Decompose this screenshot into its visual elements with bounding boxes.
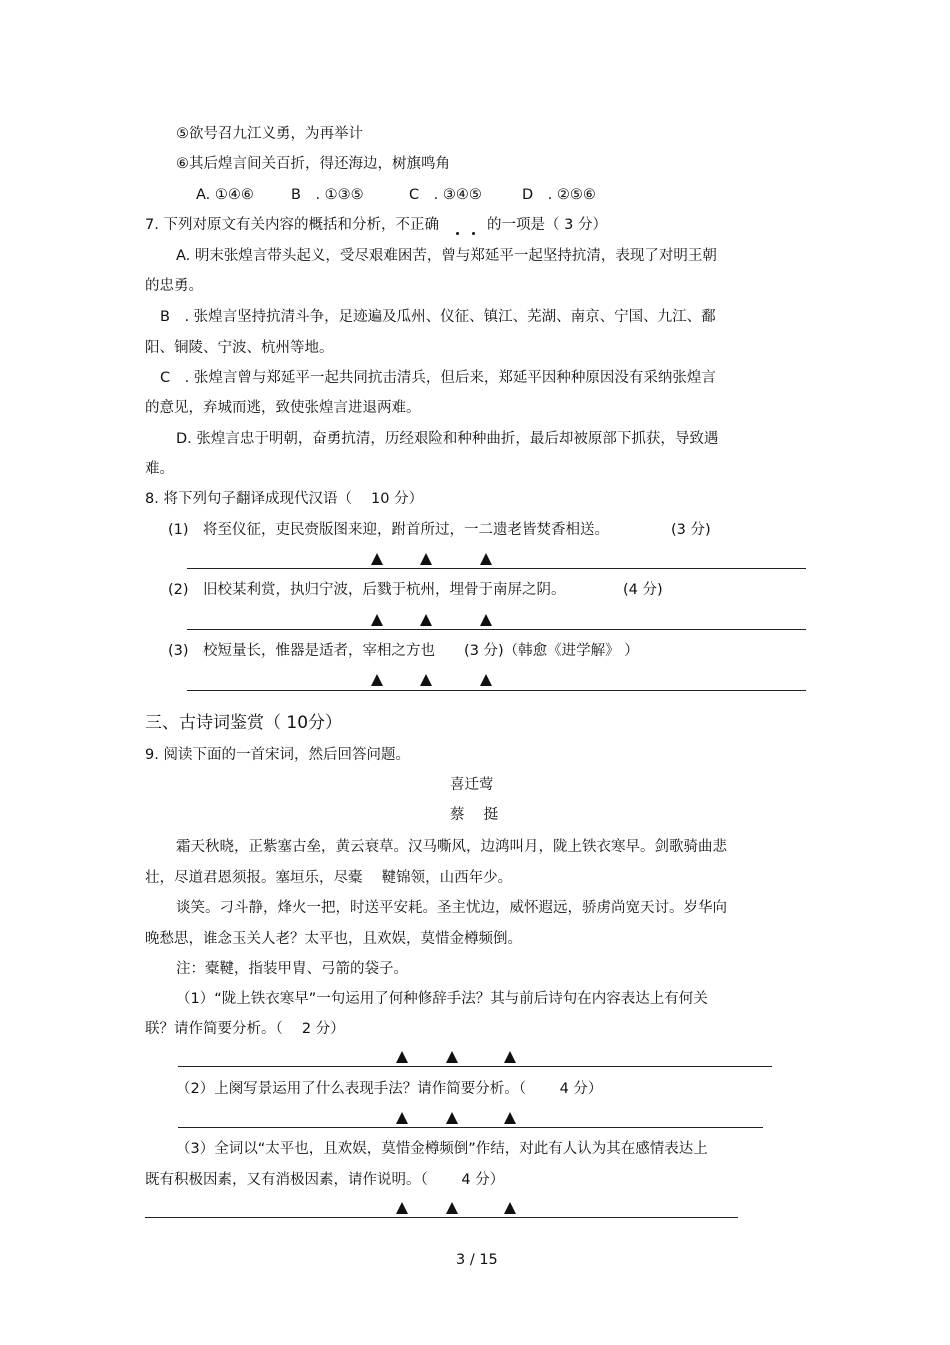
answer-marker-icon [504, 1051, 516, 1063]
q7-option-d-line1: D. 张煌言忠于明朝，奋勇抗清，历经艰险和种种曲折，最后却被原部下抓获，导致遇 [176, 431, 719, 447]
q6-choice-b: B . ①③⑤ [291, 187, 364, 203]
q7-question-end: 的一项是（ 3 分） [487, 217, 607, 233]
q8-sentence-3: (3) 校短量长，惟器是适者，宰相之方也 (3 分)（韩愈《进学解》 ） [168, 643, 639, 659]
emphasis-dot [472, 232, 475, 235]
poem-line-1: 霜天秋晓，正紫塞古垒，黄云衰草。汉马嘶风，边鸿叫月，陇上铁衣寒早。剑歌骑曲悲 [176, 839, 727, 855]
poem-title: 喜迁莺 [450, 777, 494, 793]
answer-marker-icon [371, 553, 383, 565]
answer-marker-icon [371, 674, 383, 686]
poem-line-4: 晚愁思，谁念玉关人老？太平也，且欢娱，莫惜金樽频倒。 [145, 931, 522, 947]
answer-marker-icon [504, 1112, 516, 1124]
q7-option-a-line1: A. 明末张煌言带头起义，受尽艰难困苦，曾与郑延平一起坚持抗清，表现了对明王朝 [176, 248, 717, 264]
q8-sentence-1: (1) 将至仪征，吏民赍版图来迎，跗首所过，一二遗老皆焚香相送。 [168, 522, 610, 538]
answer-marker-icon [480, 614, 492, 626]
poem-line-2: 壮，尽道君恩须报。塞垣乐，尽橐 鞬锦领，山西年少。 [145, 870, 513, 886]
q9-sub2: （2）上阕写景运用了什么表现手法？请作简要分析。（ 4 分） [176, 1081, 603, 1097]
q7-option-d-line2: 难。 [145, 461, 174, 477]
answer-marker-icon [446, 1202, 458, 1214]
poem-line-3: 谈笑。刁斗静，烽火一把，时送平安耗。圣主忧边，威怀遐远，骄虏尚宽天讨。岁华向 [176, 900, 727, 916]
q9-sub3-line2: 既有积极因素，又有消极因素，请作说明。（ 4 分） [145, 1172, 505, 1188]
answer-line [178, 1066, 772, 1067]
option-line-6: ⑥其后煌言间关百折，得还海边，树旗鸣角 [176, 156, 450, 172]
q9-sub1-line1: （1）“陇上铁衣寒早”一句运用了何种修辞手法？其与前后诗句在内容表达上有何关 [176, 991, 708, 1007]
q7-option-c-line1: C . 张煌言曾与郑延平一起共同抗击清兵，但后来，郑延平因种种原因没有采纳张煌言 [160, 370, 716, 386]
poem-note: 注：橐鞬，指装甲胄、弓箭的袋子。 [176, 961, 408, 977]
answer-marker-icon [396, 1051, 408, 1063]
q6-choice-d: D . ②⑤⑥ [522, 187, 596, 203]
answer-marker-icon [420, 674, 432, 686]
answer-line [187, 629, 806, 630]
answer-marker-icon [420, 614, 432, 626]
q9-sub1-line2: 联？请作简要分析。（ 2 分） [145, 1021, 345, 1037]
answer-line [187, 568, 806, 569]
page-number: 3 / 15 [456, 1252, 498, 1268]
q7-option-c-line2: 的意见，弃城而逃，致使张煌言进退两难。 [145, 400, 421, 416]
answer-marker-icon [446, 1112, 458, 1124]
q6-choice-a: A. ①④⑥ [196, 187, 254, 203]
answer-marker-icon [371, 614, 383, 626]
q7-question-start: 7. 下列对原文有关内容的概括和分析，不正确 [145, 217, 439, 233]
answer-marker-icon [504, 1202, 516, 1214]
answer-marker-icon [446, 1051, 458, 1063]
q8-sentence-2: (2) 旧校某利赏，执归宁波，后戮于杭州，埋骨于南屏之阴。 [168, 582, 566, 598]
q6-choice-c: C . ③④⑤ [409, 187, 482, 203]
q8-sentence-2-points: (4 分) [623, 582, 663, 598]
q8-sentence-1-points: (3 分) [671, 522, 711, 538]
answer-marker-icon [480, 674, 492, 686]
emphasis-dot [456, 232, 459, 235]
q9-sub3-line1: （3）全词以“太平也，且欢娱，莫惜金樽频倒”作结，对此有人认为其在感情表达上 [176, 1141, 708, 1157]
answer-line [187, 690, 806, 691]
q9-intro: 9. 阅读下面的一首宋词，然后回答问题。 [145, 747, 410, 763]
answer-marker-icon [396, 1202, 408, 1214]
poem-author: 蔡 挺 [450, 807, 499, 823]
q7-option-b-line2: 阳、铜陵、宁波、杭州等地。 [145, 340, 334, 356]
q7-option-a-line2: 的忠勇。 [145, 278, 203, 294]
section-3-heading: 三、古诗词鉴赏（ 10分） [145, 713, 343, 733]
answer-marker-icon [396, 1112, 408, 1124]
answer-line [145, 1217, 738, 1218]
option-line-5: ⑤欲号召九江义勇，为再举计 [176, 126, 363, 142]
answer-line [178, 1127, 763, 1128]
answer-marker-icon [480, 553, 492, 565]
q8-title: 8. 将下列句子翻译成现代汉语（ 10 分） [145, 491, 424, 507]
q7-option-b-line1: B . 张煌言坚持抗清斗争，足迹遍及瓜州、仪征、镇江、芜湖、南京、宁国、九江、鄱 [160, 309, 716, 325]
answer-marker-icon [420, 553, 432, 565]
